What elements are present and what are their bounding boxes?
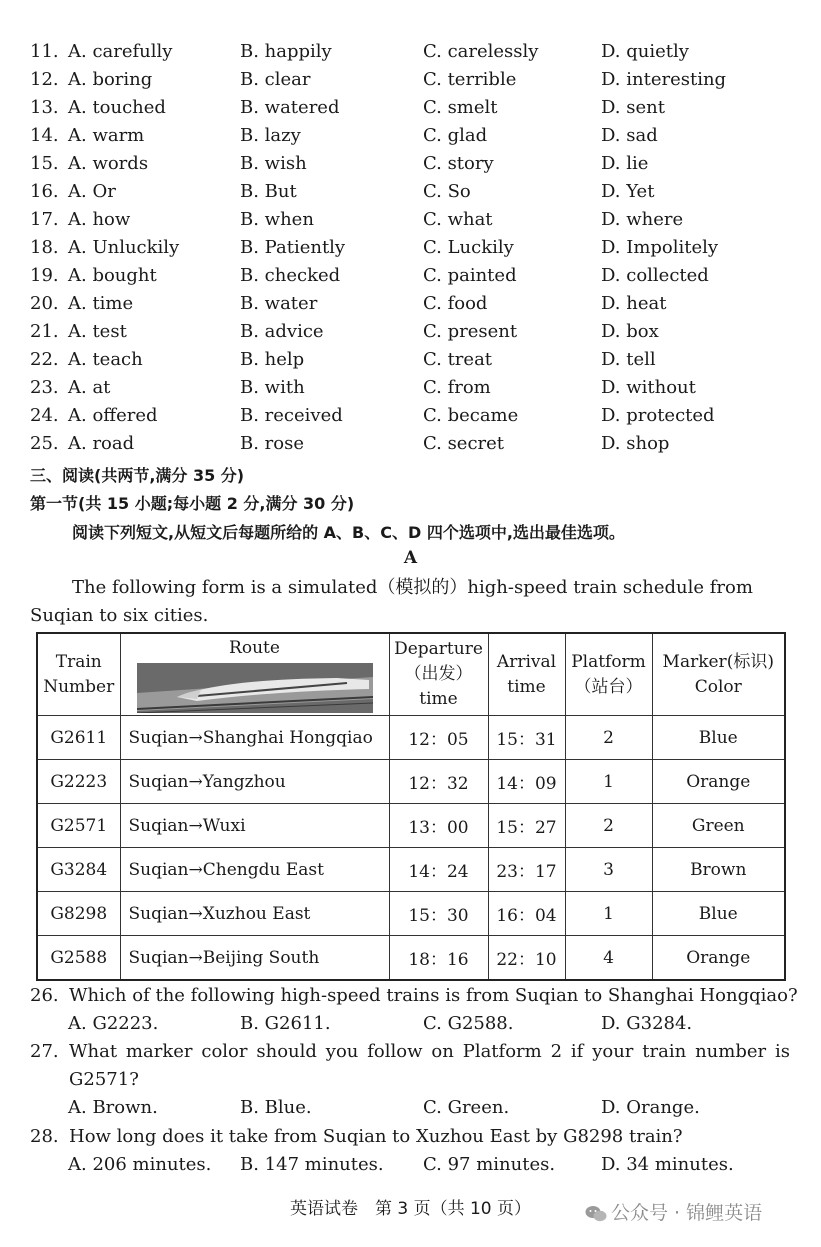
option-d: D. collected	[601, 265, 709, 286]
header-text: Departure	[394, 639, 483, 659]
question-number: 16.	[30, 181, 59, 202]
cell-route: Suqian→Wuxi	[120, 804, 389, 848]
option-c: C. food	[423, 293, 488, 314]
part-title: 第一节(共 15 小题;每小题 2 分,满分 30 分)	[30, 494, 355, 513]
cell-departure: 12：32	[389, 760, 488, 804]
cell-arrival: 14：09	[488, 760, 565, 804]
table-row	[37, 848, 785, 892]
train-photo	[137, 663, 373, 713]
table-row	[37, 936, 785, 981]
option-d: D. interesting	[601, 69, 727, 90]
option-b: B. clear	[240, 69, 311, 90]
question-number: 20.	[30, 293, 59, 314]
cell-train: G8298	[37, 892, 120, 936]
question-number: 13.	[30, 97, 59, 118]
question-text-continued: G2571?	[69, 1069, 139, 1090]
question-number: 12.	[30, 69, 59, 90]
header-text: Route	[229, 637, 280, 658]
option-c: C. glad	[423, 125, 488, 146]
option-a: A. how	[68, 209, 131, 230]
option-b: B. checked	[240, 265, 341, 286]
cell-platform: 1	[565, 892, 652, 936]
header-text: time	[419, 689, 458, 709]
cell-train: G3284	[37, 848, 120, 892]
question-number: 25.	[30, 433, 59, 454]
cell-arrival: 22：10	[488, 936, 565, 981]
header-route	[120, 633, 389, 716]
cell-train: G2571	[37, 804, 120, 848]
header-text: （站台）	[574, 676, 643, 697]
option-row-11	[0, 38, 821, 66]
cell-platform: 2	[565, 716, 652, 760]
table-header-row	[37, 633, 785, 716]
question-28-options	[0, 1151, 821, 1179]
option-c: C. G2588.	[423, 1013, 514, 1034]
question-number: 18.	[30, 237, 59, 258]
cell-route: Suqian→Yangzhou	[120, 760, 389, 804]
option-row-22	[0, 346, 821, 374]
option-c: C. Luckily	[423, 237, 514, 258]
option-row-25	[0, 430, 821, 458]
option-c: C. treat	[423, 349, 493, 370]
question-number: 11.	[30, 41, 59, 62]
question-text: What marker color should you follow on Platform 2 if your train number is	[69, 1041, 790, 1062]
train-schedule-table	[36, 632, 786, 981]
cell-route: Suqian→Xuzhou East	[120, 892, 389, 936]
passage-letter: A	[403, 548, 418, 568]
option-d: D. G3284.	[601, 1013, 693, 1034]
cell-platform: 2	[565, 804, 652, 848]
option-b: B. happily	[240, 41, 332, 62]
table-row	[37, 804, 785, 848]
header-departure	[389, 633, 488, 716]
header-arrival	[488, 633, 565, 716]
option-a: A. words	[68, 153, 149, 174]
option-row-20	[0, 290, 821, 318]
watermark	[585, 1198, 762, 1225]
table-row	[37, 760, 785, 804]
cell-arrival: 16：04	[488, 892, 565, 936]
option-d: D. heat	[601, 293, 667, 314]
question-number: 24.	[30, 405, 59, 426]
cell-departure: 14：24	[389, 848, 488, 892]
option-c: C. terrible	[423, 69, 517, 90]
option-a: A. time	[68, 293, 134, 314]
option-b: B. advice	[240, 321, 324, 342]
option-a: A. Or	[68, 181, 116, 202]
question-number: 19.	[30, 265, 59, 286]
option-d: D. shop	[601, 433, 670, 454]
option-b: B. help	[240, 349, 305, 370]
option-row-13	[0, 94, 821, 122]
header-platform	[565, 633, 652, 716]
table-row	[37, 716, 785, 760]
question-number: 17.	[30, 209, 59, 230]
option-a: A. teach	[68, 349, 143, 370]
option-a: A. at	[68, 377, 111, 398]
cell-platform: 4	[565, 936, 652, 981]
cell-color: Blue	[652, 716, 785, 760]
watermark-text: 公众号 · 锦鲤英语	[611, 1202, 763, 1224]
option-d: D. Orange.	[601, 1097, 700, 1118]
question-number: 21.	[30, 321, 59, 342]
option-a: A. offered	[68, 405, 158, 426]
option-c: C. carelessly	[423, 41, 539, 62]
cell-platform: 3	[565, 848, 652, 892]
option-d: D. sad	[601, 125, 658, 146]
option-d: D. quietly	[601, 41, 689, 62]
option-row-15	[0, 150, 821, 178]
option-d: D. without	[601, 377, 696, 398]
header-text: Number	[43, 676, 115, 697]
cell-route: Suqian→Shanghai Hongqiao	[120, 716, 389, 760]
cell-departure: 13：00	[389, 804, 488, 848]
cell-platform: 1	[565, 760, 652, 804]
option-row-12	[0, 66, 821, 94]
option-row-21	[0, 318, 821, 346]
instructions: 阅读下列短文,从短文后每题所给的 A、B、C、D 四个选项中,选出最佳选项。	[72, 523, 625, 542]
option-b: B. rose	[240, 433, 305, 454]
option-a: A. bought	[68, 265, 157, 286]
option-a: A. warm	[68, 125, 145, 146]
header-text: Arrival	[496, 651, 557, 672]
option-c: C. what	[423, 209, 493, 230]
option-a: A. test	[68, 321, 127, 342]
cell-route: Suqian→Beijing South	[120, 936, 389, 981]
option-c: C. secret	[423, 433, 505, 454]
question-number: 27.	[30, 1041, 59, 1062]
option-d: D. tell	[601, 349, 656, 370]
option-a: A. Brown.	[68, 1097, 158, 1118]
option-c: C. smelt	[423, 97, 498, 118]
option-row-23	[0, 374, 821, 402]
option-d: D. sent	[601, 97, 665, 118]
option-c: C. 97 minutes.	[423, 1154, 556, 1175]
option-b: B. watered	[240, 97, 340, 118]
option-c: C. story	[423, 153, 494, 174]
option-row-18	[0, 234, 821, 262]
option-b: B. Patiently	[240, 237, 346, 258]
question-number: 28.	[30, 1126, 59, 1147]
question-number: 26.	[30, 985, 59, 1006]
option-row-14	[0, 122, 821, 150]
question-text: How long does it take from Suqian to Xuzhou East by G8298 train?	[69, 1126, 683, 1147]
table-row	[37, 892, 785, 936]
option-c: C. So	[423, 181, 471, 202]
option-a: A. road	[68, 433, 135, 454]
option-d: D. where	[601, 209, 684, 230]
option-c: C. present	[423, 321, 518, 342]
question-number: 22.	[30, 349, 59, 370]
header-text: time	[507, 676, 546, 697]
option-c: C. Green.	[423, 1097, 510, 1118]
cell-train: G2223	[37, 760, 120, 804]
option-a: A. carefully	[68, 41, 173, 62]
cell-departure: 18：16	[389, 936, 488, 981]
option-d: D. Impolitely	[601, 237, 719, 258]
option-d: D. box	[601, 321, 659, 342]
option-a: A. Unluckily	[68, 237, 180, 258]
question-26-options	[0, 1010, 821, 1038]
header-text: Train	[55, 651, 102, 672]
option-b: B. G2611.	[240, 1013, 331, 1034]
option-d: D. protected	[601, 405, 715, 426]
option-c: C. became	[423, 405, 519, 426]
option-b: B. received	[240, 405, 343, 426]
option-a: A. touched	[68, 97, 166, 118]
cell-color: Brown	[652, 848, 785, 892]
passage-intro-line-1: The following form is a simulated（模拟的）high-speed train schedule from	[72, 577, 753, 598]
header-text: Color	[694, 676, 742, 697]
header-marker-color	[652, 633, 785, 716]
question-number: 15.	[30, 153, 59, 174]
cell-color: Orange	[652, 936, 785, 981]
question-number: 23.	[30, 377, 59, 398]
option-b: B. But	[240, 181, 297, 202]
cell-departure: 12：05	[389, 716, 488, 760]
cell-arrival: 15：31	[488, 716, 565, 760]
option-a: A. G2223.	[68, 1013, 159, 1034]
option-d: D. lie	[601, 153, 649, 174]
cell-train: G2611	[37, 716, 120, 760]
cell-departure: 15：30	[389, 892, 488, 936]
option-b: B. 147 minutes.	[240, 1154, 384, 1175]
header-text: （出发）	[404, 664, 473, 684]
header-text: Marker(标识)	[662, 651, 774, 672]
option-b: B. with	[240, 377, 305, 398]
option-c: C. from	[423, 377, 491, 398]
question-text: Which of the following high-speed trains is from Suqian to Shanghai Hongqiao?	[69, 985, 798, 1006]
page-footer: 英语试卷 第 3 页（共 10 页）	[289, 1199, 532, 1219]
option-b: B. lazy	[240, 125, 301, 146]
cell-color: Green	[652, 804, 785, 848]
option-b: B. when	[240, 209, 314, 230]
option-b: B. Blue.	[240, 1097, 312, 1118]
option-d: D. 34 minutes.	[601, 1154, 734, 1175]
wechat-icon	[585, 1205, 607, 1223]
cell-arrival: 15：27	[488, 804, 565, 848]
cell-arrival: 23：17	[488, 848, 565, 892]
high-speed-train-image	[137, 663, 373, 713]
option-row-19	[0, 262, 821, 290]
cell-route: Suqian→Chengdu East	[120, 848, 389, 892]
option-row-17	[0, 206, 821, 234]
option-row-16	[0, 178, 821, 206]
header-text: Platform	[571, 651, 646, 672]
option-b: B. wish	[240, 153, 307, 174]
option-c: C. painted	[423, 265, 517, 286]
question-27-options	[0, 1094, 821, 1122]
option-d: D. Yet	[601, 181, 655, 202]
question-number: 14.	[30, 125, 59, 146]
option-b: B. water	[240, 293, 318, 314]
option-a: A. boring	[68, 69, 153, 90]
option-row-24	[0, 402, 821, 430]
cell-color: Orange	[652, 760, 785, 804]
cell-color: Blue	[652, 892, 785, 936]
section-title: 三、阅读(共两节,满分 35 分)	[30, 466, 245, 485]
header-train-number	[37, 633, 120, 716]
cell-train: G2588	[37, 936, 120, 981]
passage-intro-line-2: Suqian to six cities.	[30, 605, 209, 626]
option-a: A. 206 minutes.	[68, 1154, 212, 1175]
